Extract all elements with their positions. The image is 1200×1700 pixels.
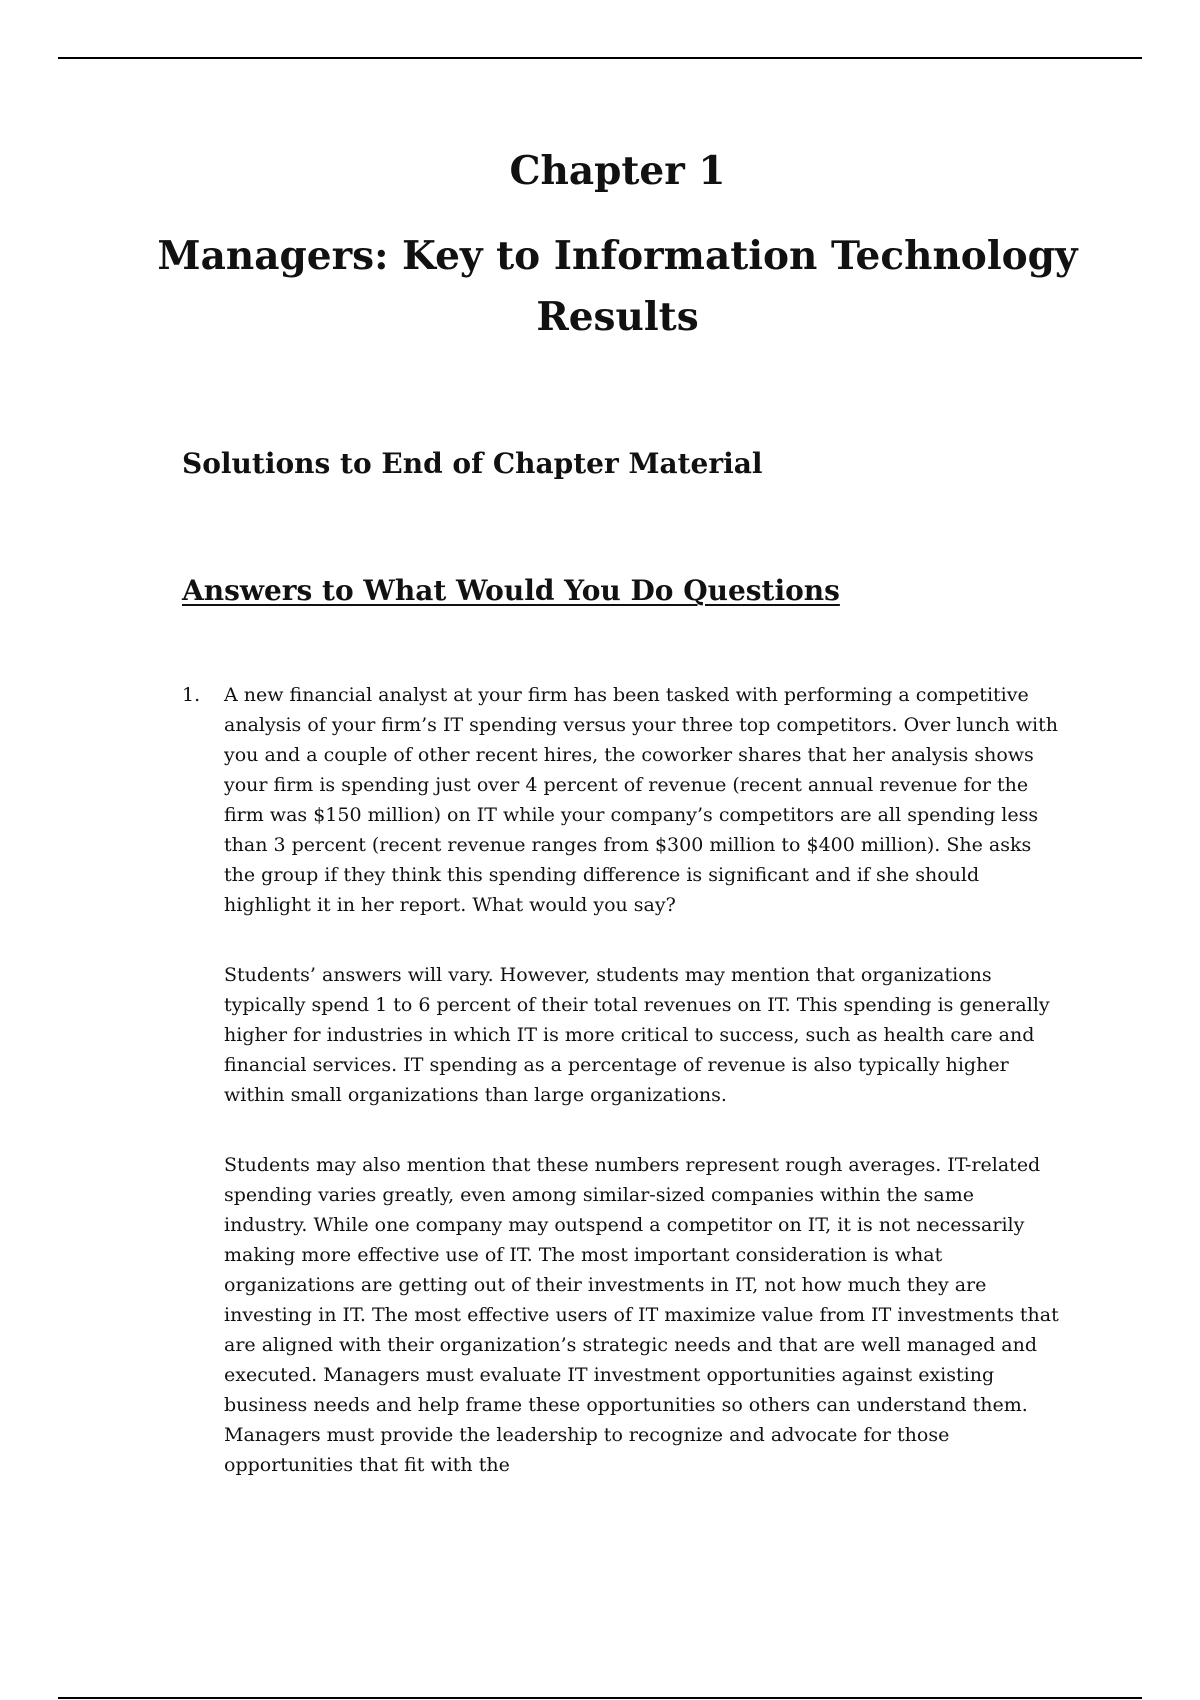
- top-rule: [58, 57, 1142, 59]
- answer-paragraph: Students’ answers will vary. However, students may mention that organizations typically spend 1 to 6 percent of their total revenues on IT. This spending is generally higher for industries in which IT is more critical to success, such as health care and financial services. IT spending as a percentage of revenue is also typically higher within small organizations than large organizations.: [224, 964, 1050, 1106]
- question-item: [182, 680, 1062, 1480]
- chapter-subtitle: Managers: Key to Information Technology Results: [157, 233, 1078, 340]
- title-block: [150, 146, 1085, 348]
- question-number: 1.: [182, 684, 201, 706]
- solutions-heading: Solutions to End of Chapter Material: [182, 447, 763, 480]
- question-text: A new financial analyst at your firm has been tasked with performing a competitive analysis of your firm’s IT spending versus your three top competitors. Over lunch with you and a couple of other recent hires, the coworker shares that her analysis shows your firm is spending just over 4 percent of revenue (recent annual revenue for the firm was $150 million) on IT while your company’s competitors are all spending less than 3 percent (recent revenue ranges from $300 million to $400 million). She asks the group if they think this spending difference is significant and if she should highlight it in her report. What would you say?: [224, 684, 1058, 916]
- answer-paragraph: Students may also mention that these numbers represent rough averages. IT-related spending varies greatly, even among similar-sized companies within the same industry. While one company may outspend a competitor on IT, it is not necessarily making more effective use of IT. The most important consideration is what organizations are getting out of their investments in IT, not how much they are investing in IT. The most effective users of IT maximize value from IT investments that are aligned with their organization’s strategic needs and that are well managed and executed. Managers must evaluate IT investment opportunities against existing business needs and help frame these opportunities so others can understand them. Managers must provide the leadership to recognize and advocate for those opportunities that fit with the: [224, 1154, 1059, 1476]
- answers-heading: Answers to What Would You Do Questions: [182, 574, 840, 607]
- question-list: [182, 680, 1062, 1480]
- bottom-rule: [58, 1697, 1142, 1699]
- chapter-title: Chapter 1: [509, 148, 726, 194]
